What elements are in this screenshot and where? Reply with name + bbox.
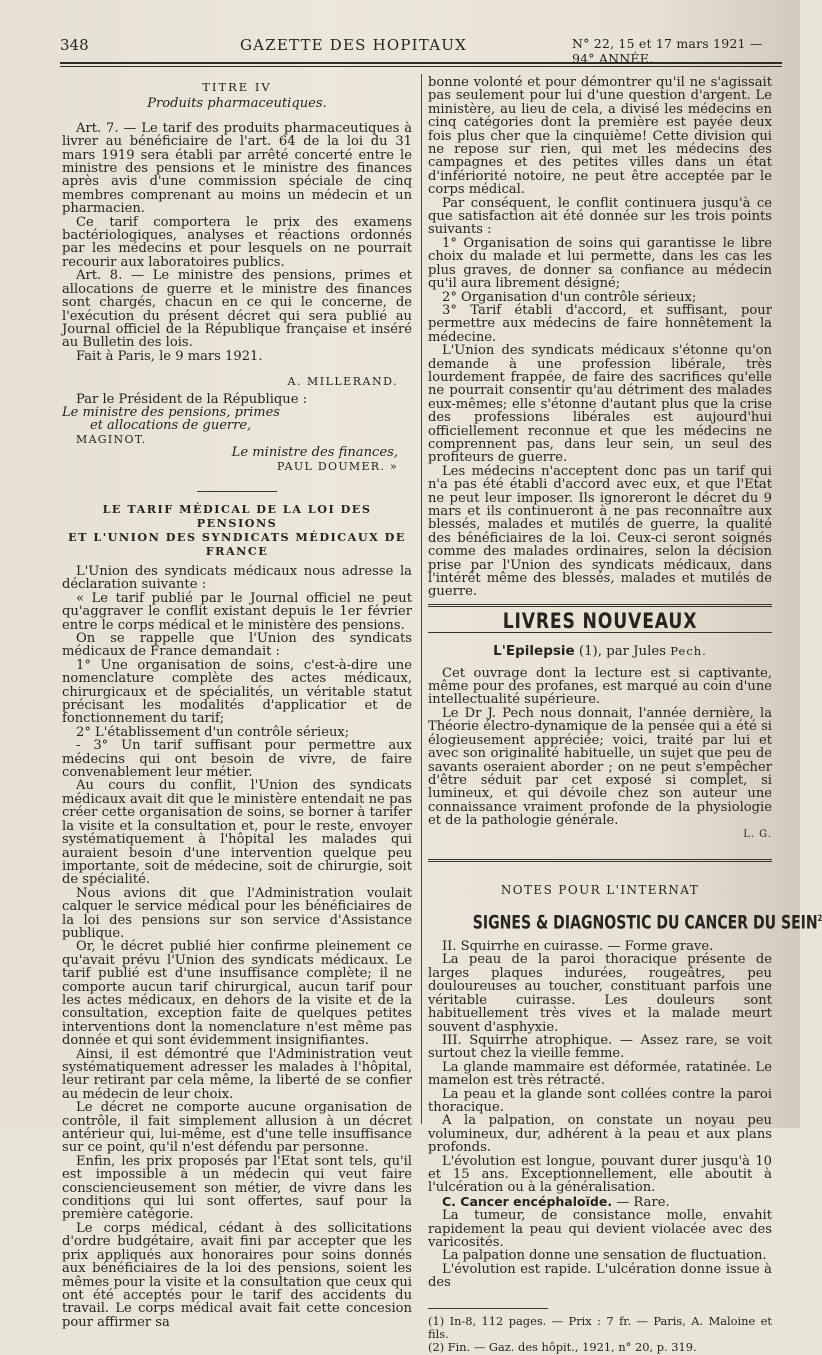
signature-pensions-minister — [62, 406, 412, 446]
section-title: TITRE IV — [202, 80, 272, 94]
left-column — [62, 76, 412, 1329]
paragraph: Fait à Paris, le 9 mars 1921. — [76, 348, 263, 364]
paragraph: La peau de la paroi thoracique présente de larges plaques indurées, rougeâtres, peu douloureuses au toucher, constituant parfois une véritable cuirasse. Les douleurs sont habituellement très vives et la malade meurt souvent d'asphyxie. — [428, 952, 772, 1035]
minister-title-cont: et allocations de guerre, — [90, 418, 252, 434]
paragraph: III. Squirrhe atrophique. — Assez rare, se voit surtout chez la vieille femme. — [428, 1032, 772, 1062]
paragraph: Ainsi, il est démontré que l'Administration veut systématiquement adresser les malades à l'hôpital, leur retirant par cela même, la liberté de se confier au médecin de leur choix. — [62, 1046, 412, 1102]
issue-date: N° 22, 15 et 17 mars 1921 — 94° ANNÉE. — [572, 36, 763, 66]
paragraph: bonne volonté et pour démontrer qu'il ne s'agissait pas seulement pour lui d'une question d'argent. Le ministère, au lieu de cela, a divisé les médecins en cinq catégories dont la première est payée deux fois plus cher que la cinquième! Cette division qui ne repose sur rien, qui met les médecins des campagnes et des petites villes dans un état d'infériorité notoire, ne peut être acceptée par le corps médical. — [428, 75, 772, 198]
running-header — [60, 36, 782, 66]
paragraph: « Le tarif publié par le Journal officiel ne peut qu'aggraver le conflit existant depuis le 1er février entre le corps médical et le ministère des pensions. — [62, 590, 412, 633]
paragraph: Les médecins n'acceptent donc pas un tarif qui n'a pas été établi d'accord avec eux, et que l'Etat ne peut leur imposer. Ils ignoreront le décret du 9 mars et ils continueront à ne pas reconnaître aux blessés, malades et mutilés de guerre, la qualité des bénéficiaires de la loi. Ceux-ci seront soignés comme des malades ordinaires, selon la décision prise par l'Union des syndicats médicaux, dans l'intérêt même des blessés, malades et mutilés de guerre. — [428, 463, 772, 600]
header-rule-thin — [60, 66, 782, 67]
paragraph: L'Union des syndicats médicaux nous adresse la déclaration suivante : — [62, 563, 412, 593]
section-subtitle: Produits pharmaceutiques. — [147, 96, 327, 112]
double-rule — [428, 859, 772, 862]
paragraph: Enfin, les prix proposés par l'Etat sont tels, qu'il est impossible à un médecin qui veut faire consciencieusement son métier, de vivre dans les conditions qui lui sont offertes, sauf pour la première catégorie. — [62, 1153, 412, 1223]
signature-president: A. MILLERAND. — [287, 375, 398, 389]
paragraph — [428, 1195, 772, 1209]
paragraph: Le corps médical, cédant à des sollicitations d'ordre budgétaire, avait fini par accepter que les prix appliqués aux honoraires pour soins donnés aux bénéficiaires de la loi des pensions, soient les mêmes pour la visite et la consultation que ceux qui ont été acceptés pour le tarif des accidents du travail. Le corps médical avait fait cette concesion pour affirmer sa — [62, 1220, 412, 1330]
subheading-note: — Rare. — [616, 1194, 670, 1210]
paragraph: La peau et la glande sont collées contre la paroi thoracique. — [428, 1086, 772, 1115]
book-title: L'Epilepsie — [493, 643, 575, 660]
minister-title: Le ministre des pensions, primes — [62, 404, 280, 420]
heading-line: ET L'UNION DES SYNDICATS MÉDICAUX DE FRANCE — [68, 529, 406, 558]
paragraph: Cet ouvrage dont la lecture est si captivante, même pour des profanes, est marqué au coin d'une intellectualité supérieure. — [428, 665, 772, 708]
subheading: C. Cancer encéphaloïde. — [442, 1193, 613, 1209]
book-note: (1), par Jules — [578, 644, 667, 660]
footnote: (2) Fin. — Gaz. des hôpit., 1921, n° 20, p. 319. — [428, 1340, 697, 1355]
book-author: Pech. — [670, 644, 707, 659]
paragraph: La tumeur, de consistance molle, envahit rapidement la peau qui devient violacée avec des varicosités. — [428, 1208, 772, 1251]
paragraph: 1° Une organisation de soins, c'est-à-dire une nomenclature complète des actes médicaux, chirurgicaux et de spécialités, un véritable statut précisant les modalités d'applicatior et de fonctionnement du tarif; — [62, 657, 412, 727]
paragraph: La palpation donne une sensation de fluctuation. — [442, 1248, 767, 1264]
paragraph: Le Dr J. Pech nous donnait, l'année dernière, la Théorie électro-dynamique de la pensée qui a été si élogieusement appréciée; voici, traité par lui et avec son originalité habituelle, un sujet que peu de savants oseraient aborder ; on ne peut s'empêcher d'être séduit par cet exposé si complet, si lumineux, et qui dévoile chez son auteur une connaissance vraiment profonde de la physiologie et de la pathologie générale. — [428, 705, 772, 829]
paragraph: - 3° Un tarif suffisant pour permettre aux médecins qui ont besoin de vivre, de faire convenablement leur métier. — [62, 738, 412, 781]
separator — [197, 491, 277, 492]
paragraph: Or, le décret publié hier confirme pleinement ce qu'avait prévu l'Union des syndicats médicaux. Le tarif publié est d'une insuffisance complète; il ne comporte aucun tarif chirurgical, aucun tarif pour les actes médicaux, en dehors de la visite et de la consultation, exception faite de quelques petites interventions dont la nomenclature n'est même pas donnée et qui sont évidemment insignifiantes. — [62, 939, 412, 1049]
page-number: 348 — [60, 36, 89, 54]
paragraph: Art. 7. — Le tarif des produits pharmaceutiques à livrer au bénéficiaire de l'art. 64 de la loi du 31 mars 1919 sera établi par arrêté concerté entre le ministre des pensions et le ministre des finances après avis d'une commission spéciale de cinq membres comprenant au moins un médecin et un pharmacien. — [62, 120, 412, 217]
paragraph: La glande mammaire est déformée, ratatinée. Le mamelon est très rétracté. — [428, 1059, 772, 1089]
signature-finance-minister — [62, 446, 398, 473]
footnote: (1) In-8, 112 pages. — Prix : 7 fr. — Paris, A. Maloine et fils. — [428, 1313, 772, 1342]
review-signature: L. G. — [743, 828, 772, 840]
paragraph: A la palpation, on constate un noyau peu volumineux, dur, adhérent à la peau et aux plans profonds. — [428, 1113, 772, 1156]
finance-name: PAUL DOUMER. » — [276, 459, 398, 473]
column-divider — [421, 74, 422, 1124]
paragraph: 2° Organisation d'un contrôle sérieux; — [442, 289, 697, 305]
footnote-marker: 2 — [817, 914, 822, 925]
article-heading — [62, 502, 412, 558]
paragraph: Au cours du conflit, l'Union des syndicats médicaux avait dit que le ministère entendait ne pas créer cette organisation de soins, se borner à tarifer la visite et la consultation et, pour le reste, envoyer systématiquement à l'hôpital les malades qui auraient besoin d'une intervention quelque peu importante, soit de médecine, soit de chirurgie, soit de spécialité. — [62, 778, 412, 888]
paragraph: 1° Organisation de soins qui garantisse le libre choix du malade et lui permette, dans les cas les plus graves, de donner sa confiance au médecin qu'il aura librement désigné; — [428, 235, 772, 292]
journal-name: GAZETTE DES HOPITAUX — [240, 36, 467, 54]
paragraph: On se rappelle que l'Union des syndicats médicaux de France demandait : — [62, 631, 412, 660]
double-rule — [428, 604, 772, 607]
article-heading-signes — [472, 911, 822, 934]
paragraph: L'évolution est rapide. L'ulcération donne issue à des — [428, 1261, 772, 1291]
right-column — [428, 75, 822, 1355]
paragraph: Nous avions dit que l'Administration voulait calquer le service médical pour les bénéficiaires de la loi des pensions sur son service d'Assistance publique. — [62, 885, 412, 941]
section-heading-livres: LIVRES NOUVEAUX — [502, 608, 698, 633]
paragraph: Art. 8. — Le ministre des pensions, primes et allocations de guerre et le ministre des finances sont chargés, chacun en ce qui le concerne, de l'exécution du présent décret qui sera publié au Journal officiel de la République française et inséré au Bulletin des lois. — [62, 268, 412, 351]
paragraph: 2° L'établissement d'un contrôle sérieux; — [76, 724, 350, 740]
footnote-rule — [428, 1308, 548, 1309]
section-heading-notes: NOTES POUR L'INTERNAT — [500, 882, 700, 897]
paragraph: L'Union des syndicats médicaux s'étonne qu'on demande à une profession libérale, très lourdement frappée, de faire des sacrifices qu'elle ne pourrait consentir qu'au détriment des malades eux-mêmes; elle s'étonne d'autant plus que la crise des professions libérales est aujourd'hui officiellement reconnue et que les médecins ne comprennent pas, dans leur sein, un seul des profiteurs de guerre. — [428, 343, 772, 466]
paragraph: 3° Tarif établi d'accord, et suffisant, pour permettre aux médecins de faire honnêtement la médecine. — [428, 302, 772, 345]
header-rule — [60, 62, 782, 64]
paragraph: Par le Président de la République : — [76, 391, 308, 407]
paragraph: Ce tarif comportera le prix des examens bactériologiques, analyses et réactions ordonnés par les médecins et pour lesquels on ne pourrait recourir aux laboratoires publics. — [62, 214, 412, 270]
paragraph: L'évolution est longue, pouvant durer jusqu'à 10 et 15 ans. Exceptionnellement, elle aboutit à l'ulcération ou à la généralisation. — [428, 1153, 772, 1196]
book-title-line — [428, 645, 772, 658]
minister-name: MAGINOT. — [76, 432, 147, 446]
heading-text: SIGNES & DIAGNOSTIC DU CANCER DU SEIN — [472, 911, 818, 934]
paragraph: Le décret ne comporte aucune organisation de contrôle, il fait simplement allusion à un décret antérieur qui, lui-même, est d'une telle insuffisance sur ce point, qu'il n'est défendu par personne. — [62, 1100, 412, 1156]
finance-title: Le ministre des finances, — [231, 445, 398, 461]
heading-line: LE TARIF MÉDICAL DE LA LOI DES PENSIONS — [102, 501, 372, 530]
paragraph: Par conséquent, le conflit continuera jusqu'à ce que satisfaction ait été donnée sur les trois points suivants : — [428, 195, 772, 238]
paragraph: II. Squirrhe en cuirasse. — Forme grave. — [442, 939, 714, 955]
